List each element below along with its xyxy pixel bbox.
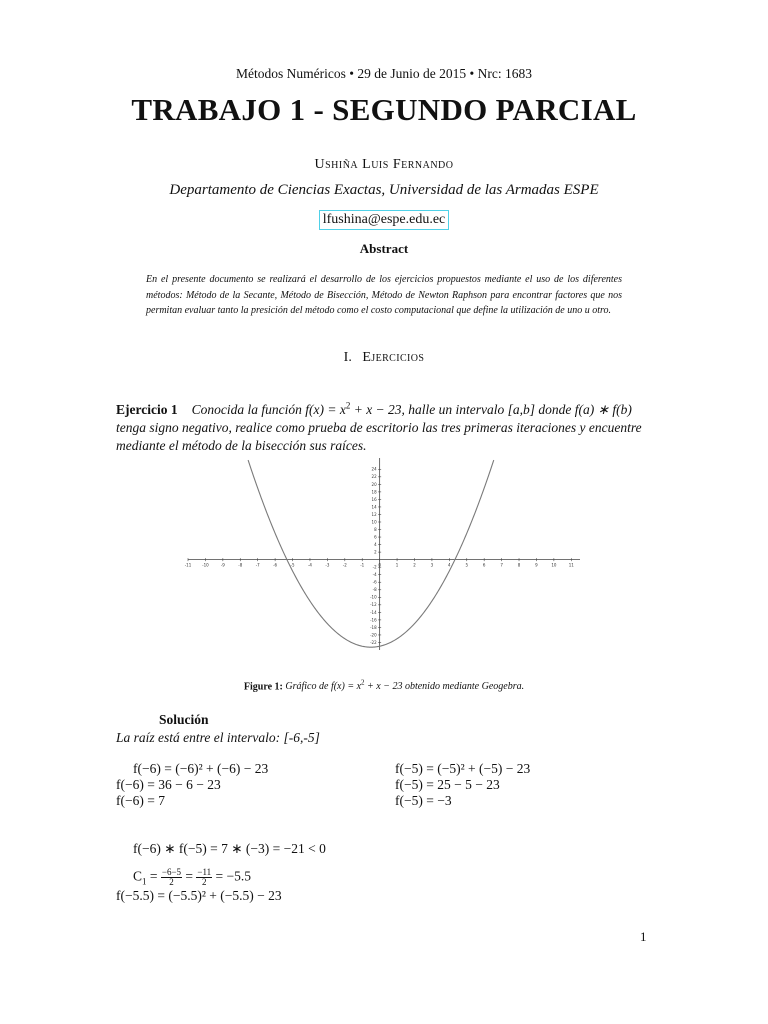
section-number: I. (343, 350, 352, 365)
y-tick-label: -4 (372, 572, 377, 578)
section-title: Ejercicios (362, 350, 425, 365)
x-tick-label: -8 (238, 562, 243, 568)
y-tick-label: 14 (371, 504, 377, 510)
x-tick-label: -5 (290, 562, 295, 568)
solution-heading: Solución (159, 712, 209, 727)
y-tick-label: 20 (371, 481, 377, 487)
author-email-link[interactable]: lfushina@espe.edu.ec (319, 210, 450, 230)
c1-fraction-2: $\frac{-11}{2}$ (197, 867, 212, 887)
y-tick-label: -14 (370, 609, 377, 615)
product-line: f(−6) ∗ f(−5) = 7 ∗ (−3) = −21 < 0 (133, 841, 326, 856)
c1-result: = −5.5 (215, 868, 252, 884)
caption-fx: f(x) = x (330, 681, 362, 693)
eval-right-1: f(−5) = (−5)² + (−5) − 23 (395, 761, 531, 776)
x-tick-label: 1 (395, 562, 399, 568)
y-tick-label: 2 (374, 549, 377, 555)
caption-text-b: obtenido mediante Geogebra. (402, 681, 525, 693)
y-tick-label: -20 (370, 632, 377, 638)
y-tick-label: -8 (372, 587, 377, 593)
section-heading (0, 350, 768, 366)
exercise-text-c: tenga signo negativo, realice como prueba de escritorio las tres primeras iteraciones y encuentre mediante el método de la bisección sus raíces. (116, 419, 642, 453)
eval-right-3: f(−5) = −3 (395, 793, 452, 808)
eval-c1: f(−5.5) = (−5.5)² + (−5.5) − 23 (116, 888, 282, 903)
figure-caption: Figure 1: Gráfico de $f(x) = x^2 + x - 23$ obtenido mediante Geogebra. (243, 679, 525, 693)
x-tick-label: 5 (465, 562, 469, 568)
x-tick-label: -4 (307, 562, 312, 568)
y-tick-label: 8 (374, 526, 377, 532)
x-tick-label: -3 (325, 562, 330, 568)
caption-label: Figure 1: (243, 681, 283, 693)
y-tick-label: -12 (370, 602, 377, 608)
eval-right-2: f(−5) = 25 − 5 − 23 (395, 777, 500, 792)
y-tick-label: 12 (371, 511, 377, 517)
c1-label: C (133, 868, 143, 884)
c1-sub: 1 (142, 876, 147, 887)
y-tick-label: 18 (371, 489, 377, 495)
x-tick-label: 4 (448, 562, 451, 568)
page-number: 1 (640, 929, 647, 944)
exercise-fx: f(x) = x (305, 401, 346, 417)
x-tick-label: -11 (184, 562, 192, 568)
x-tick-label: 11 (568, 562, 574, 568)
author-name: Ushiña Luis Fernando (314, 157, 454, 172)
eval-left-3: f(−6) = 7 (116, 793, 165, 808)
function-plot (178, 454, 590, 654)
y-tick-label: 6 (374, 534, 377, 540)
solution-interval: La raíz está entre el intervalo: [-6,-5] (116, 730, 320, 745)
y-tick-label: -18 (370, 624, 377, 630)
exercise-fab: f(a) ∗ f(b) (574, 401, 632, 417)
y-tick-label: -10 (370, 594, 377, 600)
x-tick-label: 8 (517, 562, 521, 568)
x-tick-label: -10 (202, 562, 209, 568)
x-tick-label: 7 (500, 562, 503, 568)
x-tick-label: -2 (342, 562, 347, 568)
abstract-text: En el presente documento se realizará el desarrollo de los ejercicios propuestos mediante el uso de los diferentes métodos: Método de la Secante, Método de Bisección, Método de Newton Raphson para encontrar factores que nos permitan evaluar tanto la presición del método como el costo computacional que define la utilización de uno u otro. (146, 274, 622, 316)
x-tick-label: 9 (535, 562, 538, 568)
exercise-text-b: , halle un intervalo [a,b] donde (401, 401, 575, 417)
y-tick-label: -22 (370, 639, 377, 645)
abstract-heading: Abstract (359, 241, 409, 256)
y-tick-label: 24 (371, 466, 377, 472)
eval-left-1: f(−6) = (−6)² + (−6) − 23 (133, 761, 269, 776)
exercise-fx-rest: + x − 23 (350, 401, 402, 417)
x-tick-label: -1 (360, 562, 365, 568)
x-tick-label: -7 (255, 562, 260, 568)
plot-axes (188, 458, 580, 650)
x-tick-label: -9 (220, 562, 225, 568)
x-tick-label: 2 (413, 562, 416, 568)
running-header: Métodos Numéricos • 29 de Junio de 2015 • Nrc: 1683 (236, 66, 532, 81)
x-tick-label: 6 (482, 562, 486, 568)
email-container (0, 208, 768, 230)
x-tick-label: -6 (273, 562, 278, 568)
exercise-text-a: Conocida la función (191, 401, 306, 417)
y-tick-label: -6 (372, 579, 377, 585)
y-tick-label: 10 (371, 519, 377, 525)
x-tick-label: 3 (430, 562, 434, 568)
c1-line: $C_1$ = $\frac{-6-5}{2}$ = $\frac{-11}{2}$ = −5.5 (133, 867, 252, 887)
caption-fx-rest: + x − 23 (364, 681, 403, 693)
x-tick-label: 0 (378, 562, 381, 568)
y-tick-label: -16 (370, 617, 377, 623)
y-tick-label: -2 (372, 564, 377, 570)
paper-title: TRABAJO 1 - SEGUNDO PARCIAL (131, 92, 637, 127)
eval-left-2: f(−6) = 36 − 6 − 23 (116, 777, 221, 792)
author-affiliation: Departamento de Ciencias Exactas, Universidad de las Armadas ESPE (169, 182, 599, 198)
y-tick-label: 22 (371, 474, 377, 480)
y-tick-label: 16 (371, 496, 377, 502)
caption-text-a: Gráfico de (285, 681, 331, 693)
c1-fraction-1: $\frac{-6-5}{2}$ (161, 867, 182, 887)
exercise-statement: Ejercicio 1 Conocida la función $f(x) = x^2 + x - 23$, halle un intervalo [a,b] donde f(a) ∗ f(b) tenga signo negativo, realice como prueba de escritorio las tres primeras iteraciones y encuentre mediante el método de la bisección sus raíces. (116, 400, 642, 453)
x-tick-label: 10 (551, 562, 557, 568)
exercise-label: Ejercicio 1 (116, 401, 178, 417)
y-tick-label: 4 (374, 541, 377, 547)
